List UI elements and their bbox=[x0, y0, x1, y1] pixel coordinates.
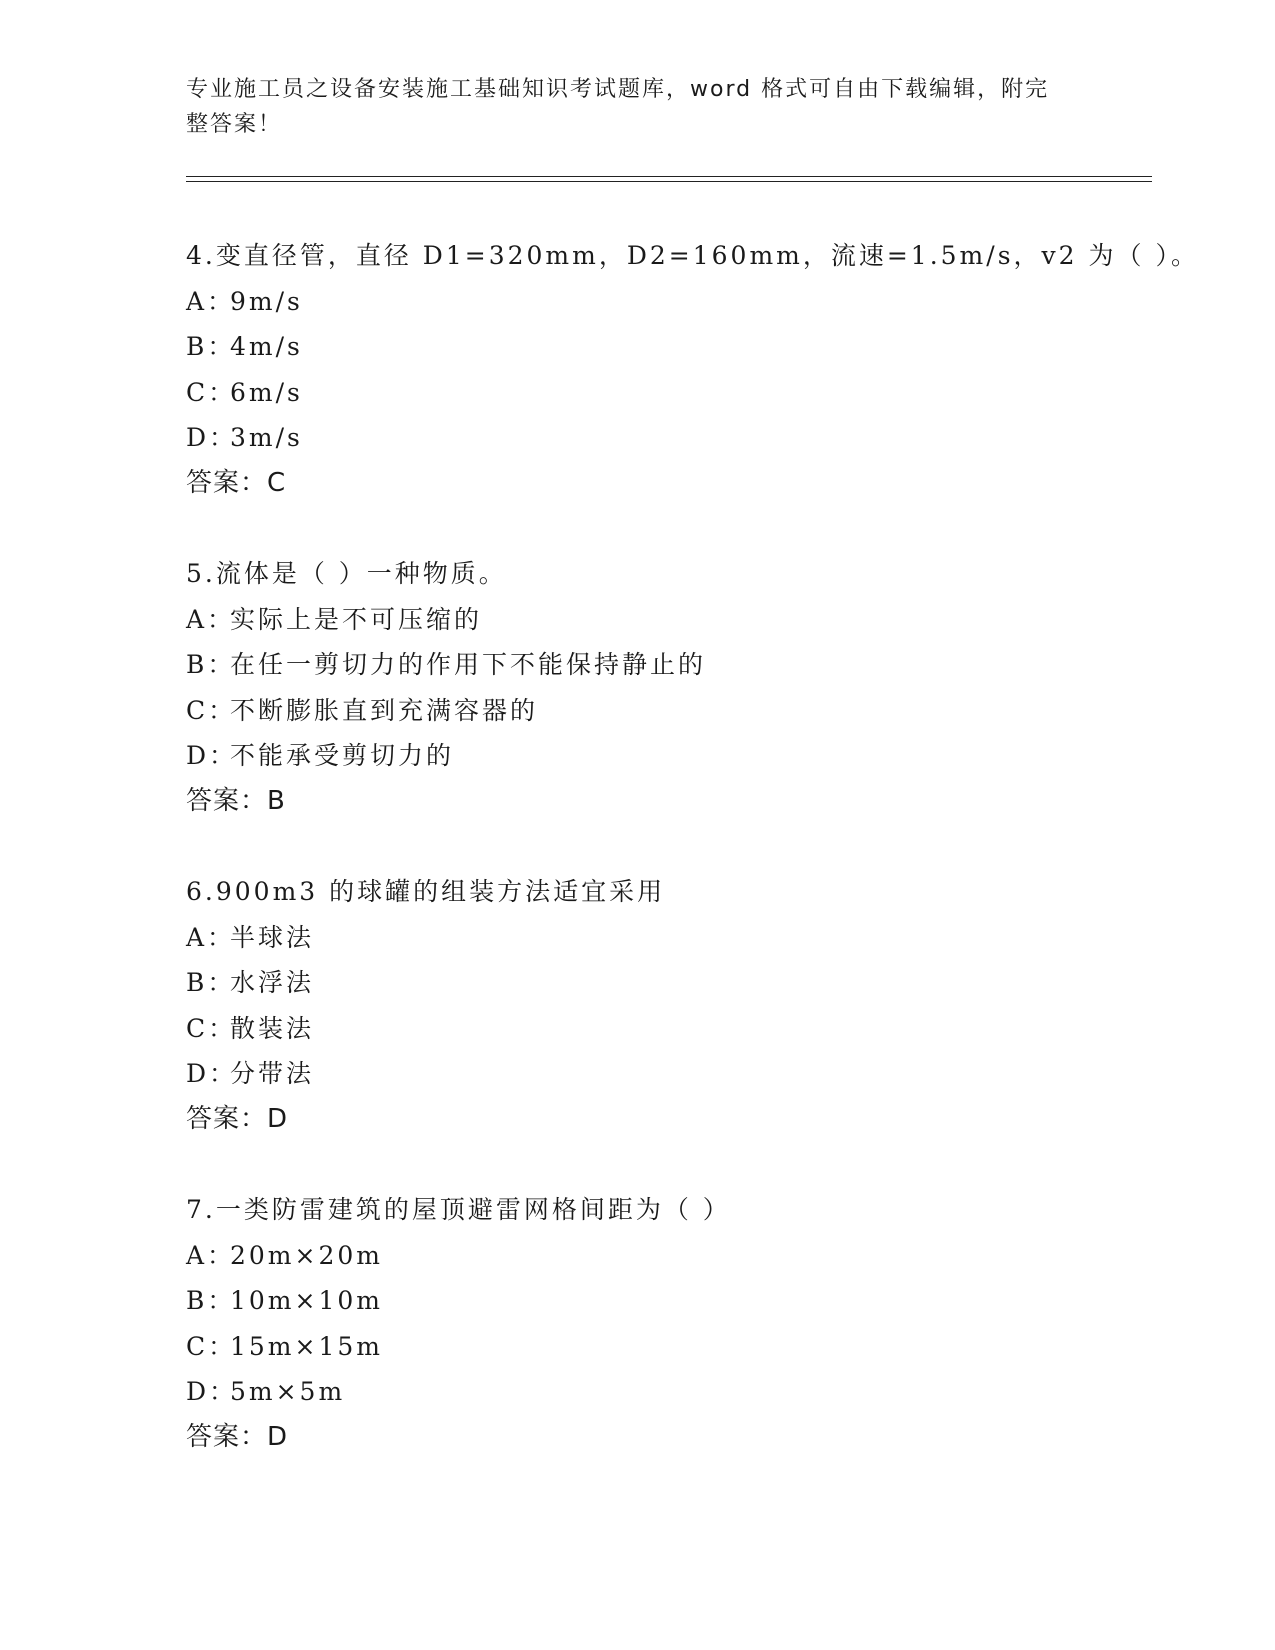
question-stem: 4.变直径管，直径 D1=320mm，D2=160mm，流速=1.5m/s，v2 为（ ）。 bbox=[186, 241, 1199, 270]
option-d bbox=[186, 1369, 1146, 1415]
question-stem: 6.900m3 的球罐的组装方法适宜采用 bbox=[186, 877, 666, 906]
option-letter: B： bbox=[186, 332, 236, 361]
option-c bbox=[186, 688, 1146, 734]
option-text: 3m/s bbox=[230, 423, 303, 452]
option-text: 分带法 bbox=[230, 1059, 315, 1088]
option-letter: C： bbox=[186, 1013, 237, 1043]
option-c bbox=[186, 1324, 1146, 1370]
option-letter: B： bbox=[186, 968, 236, 997]
answer-line: 答案：C bbox=[186, 467, 287, 498]
question-block bbox=[186, 551, 1146, 824]
header-intro-line-1: 专业施工员之设备安装施工基础知识考试题库，word 格式可自由下载编辑，附完 bbox=[186, 77, 1050, 102]
option-a bbox=[186, 597, 1146, 643]
document-header bbox=[186, 72, 1066, 142]
option-letter: C： bbox=[186, 1331, 237, 1361]
option-text: 10m×10m bbox=[230, 1286, 383, 1315]
option-text: 不能承受剪切力的 bbox=[230, 741, 455, 770]
option-text: 不断膨胀直到充满容器的 bbox=[230, 695, 539, 725]
option-text: 20m×20m bbox=[230, 1240, 383, 1270]
option-letter: C： bbox=[186, 377, 237, 407]
header-divider-bottom bbox=[186, 181, 1152, 182]
option-b bbox=[186, 1278, 1146, 1324]
header-intro-line-2: 整答案！ bbox=[186, 112, 283, 137]
option-text: 散装法 bbox=[230, 1013, 315, 1043]
question-block bbox=[186, 1187, 1146, 1460]
option-letter: A： bbox=[186, 1240, 236, 1270]
option-c bbox=[186, 1006, 1146, 1052]
option-letter: C： bbox=[186, 695, 237, 725]
option-d bbox=[186, 415, 1146, 461]
option-text: 6m/s bbox=[230, 377, 303, 407]
option-letter: D： bbox=[186, 1059, 238, 1088]
option-c bbox=[186, 370, 1146, 416]
header-divider-top bbox=[186, 176, 1152, 177]
question-block bbox=[186, 869, 1146, 1142]
option-letter: A： bbox=[186, 922, 236, 952]
option-d bbox=[186, 1051, 1146, 1097]
question-block bbox=[186, 233, 1199, 506]
option-a bbox=[186, 915, 1146, 961]
option-d bbox=[186, 733, 1146, 779]
option-letter: B： bbox=[186, 1286, 236, 1315]
option-letter: D： bbox=[186, 423, 238, 452]
option-a bbox=[186, 279, 1146, 325]
answer-line: 答案：D bbox=[186, 1421, 289, 1452]
question-stem: 7.一类防雷建筑的屋顶避雷网格间距为（ ） bbox=[186, 1195, 731, 1224]
answer-line: 答案：D bbox=[186, 1103, 289, 1134]
option-text: 9m/s bbox=[230, 286, 303, 316]
option-text: 5m×5m bbox=[230, 1377, 346, 1406]
option-letter: D： bbox=[186, 741, 238, 770]
option-letter: D： bbox=[186, 1377, 238, 1406]
option-b bbox=[186, 642, 1146, 688]
option-text: 实际上是不可压缩的 bbox=[230, 604, 483, 634]
question-stem: 5.流体是（ ）一种物质。 bbox=[186, 559, 507, 588]
option-text: 15m×15m bbox=[230, 1331, 383, 1361]
option-b bbox=[186, 324, 1146, 370]
option-b bbox=[186, 960, 1146, 1006]
option-a bbox=[186, 1233, 1146, 1279]
answer-line: 答案：B bbox=[186, 785, 286, 816]
option-letter: B： bbox=[186, 650, 236, 679]
option-text: 半球法 bbox=[230, 922, 315, 952]
option-text: 在任一剪切力的作用下不能保持静止的 bbox=[230, 650, 707, 679]
option-letter: A： bbox=[186, 604, 236, 634]
option-text: 水浮法 bbox=[230, 968, 315, 997]
option-text: 4m/s bbox=[230, 332, 303, 361]
option-letter: A： bbox=[186, 286, 236, 316]
